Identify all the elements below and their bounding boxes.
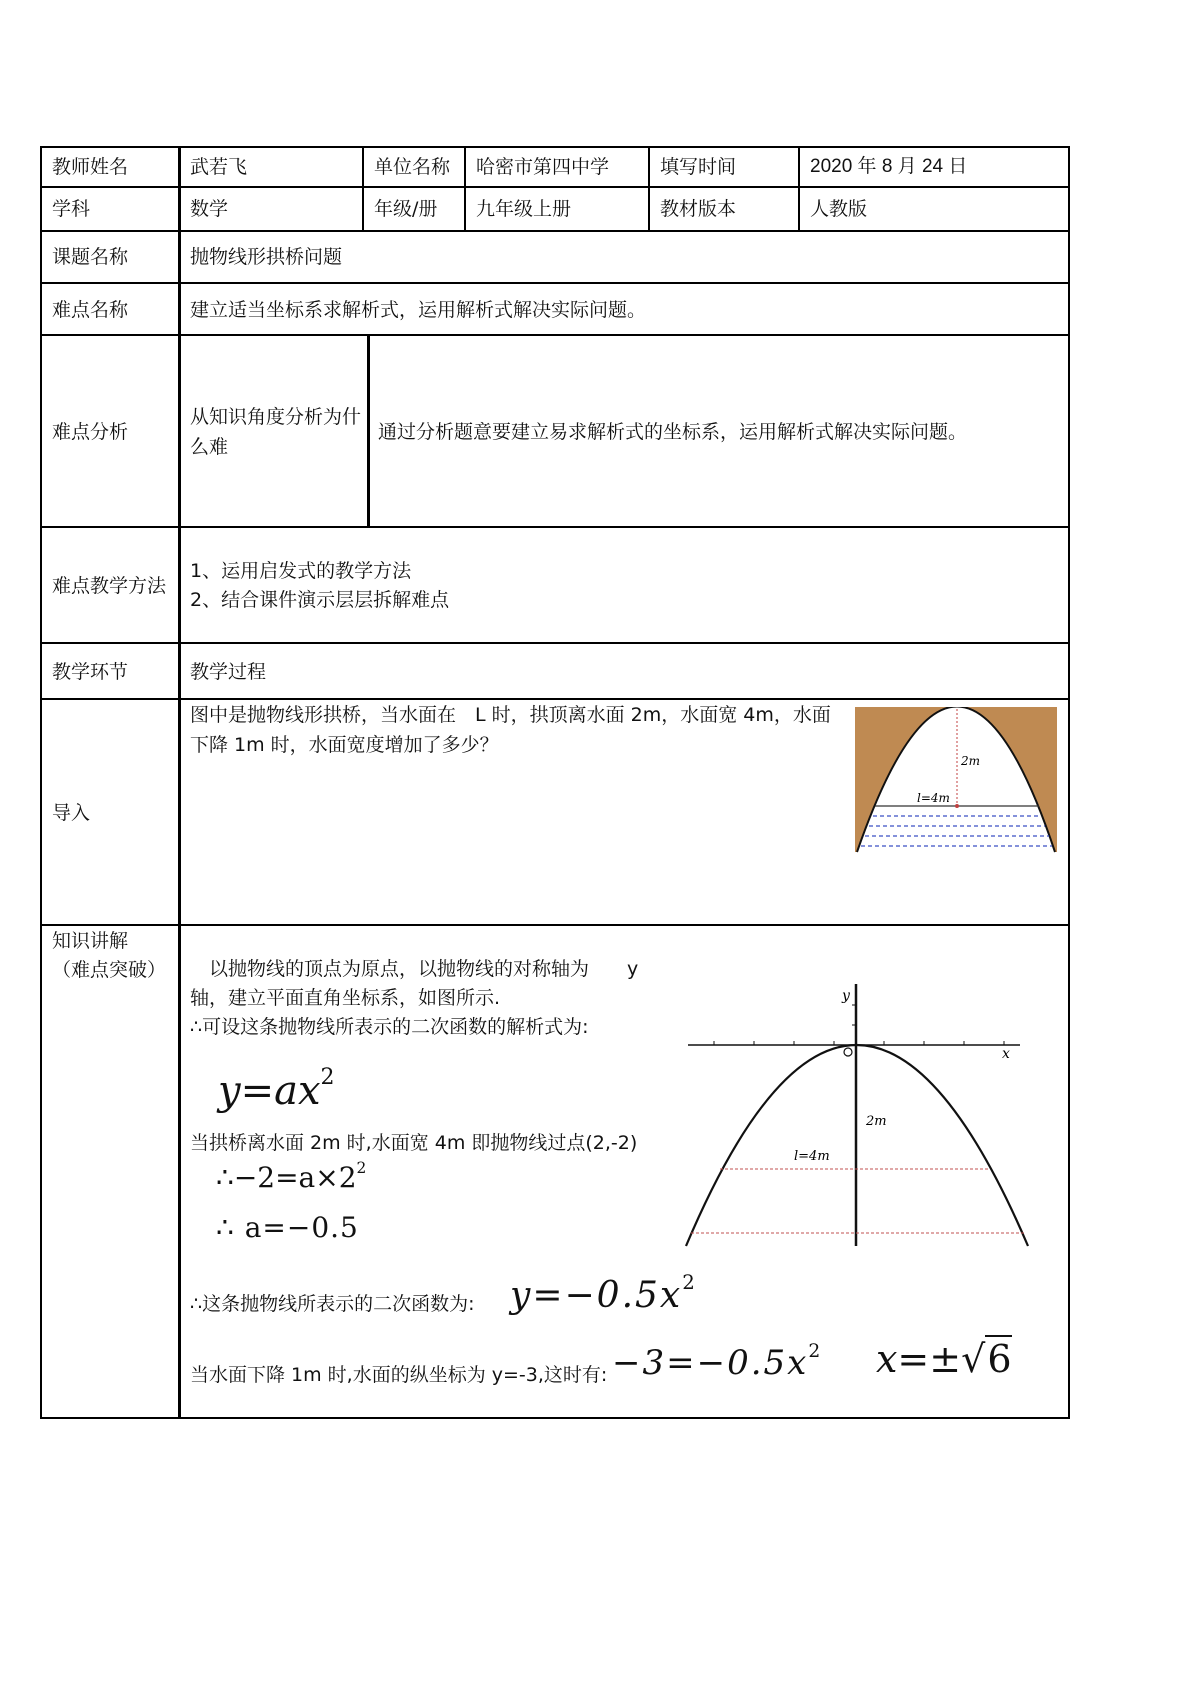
subject-value: 数学 <box>190 198 229 220</box>
formula-text: y=ax <box>218 1068 321 1114</box>
lecture-paragraph: ∴可设这条抛物线所表示的二次函数的解析式为: <box>190 1016 589 1038</box>
fill-date-value: 2020 年 8 月 24 日 <box>810 156 968 177</box>
lecture-paragraph: 当拱桥离水面 2m 时,水面宽 4m 即抛物线过点(2,-2) <box>190 1132 638 1154</box>
origin-marker <box>844 1048 852 1056</box>
lecture-label: 知识讲解 <box>52 930 129 952</box>
origin-label: O <box>684 980 685 981</box>
table-line <box>40 146 1070 148</box>
coordinate-figure <box>684 980 1036 1252</box>
lecture-paragraph: ∴这条抛物线所表示的二次函数为: <box>190 1293 475 1315</box>
formula-text: y=−0.5x <box>510 1275 683 1316</box>
table-line <box>40 334 1070 336</box>
lecture-paragraph: 以抛物线的顶点为原点，以抛物线的对称轴为 y <box>190 958 639 980</box>
y-axis-label: y <box>842 988 850 1004</box>
analysis-label: 难点分析 <box>52 421 129 443</box>
table-line <box>648 146 650 232</box>
subject-label: 学科 <box>52 198 91 220</box>
table-line <box>40 186 1070 188</box>
height-label: 2m <box>866 1114 887 1129</box>
exponent: 2 <box>356 1159 367 1178</box>
unit-name-value: 哈密市第四中学 <box>476 156 610 178</box>
formula-text: x=± <box>876 1337 962 1381</box>
topic-label: 课题名称 <box>52 246 129 268</box>
analysis-value: 通过分析题意要建立易求解析式的坐标系，运用解析式解决实际问题。 <box>378 421 968 443</box>
method-item: 2、结合课件演示层层拆解难点 <box>190 589 450 611</box>
grade-value: 九年级上册 <box>476 198 572 220</box>
table-line <box>1068 146 1070 1419</box>
exponent: 2 <box>320 1065 335 1091</box>
formula-solution <box>876 1334 1012 1384</box>
stage-label: 教学环节 <box>52 661 129 683</box>
teacher-name-label: 教师姓名 <box>52 156 129 178</box>
bridge-figure <box>855 707 1057 857</box>
table-line <box>40 924 1070 926</box>
formula-a-value: ∴ a=−0.5 <box>216 1211 359 1244</box>
table-line <box>40 146 42 1419</box>
width-label: l=4m <box>917 791 950 805</box>
x-axis-label: x <box>1002 1046 1010 1062</box>
intro-label: 导入 <box>52 802 91 824</box>
table-line <box>464 146 466 232</box>
sqrt-sign: √ <box>961 1337 986 1381</box>
table-line <box>362 146 364 232</box>
formula-substitution <box>216 1158 366 1198</box>
unit-name-label: 单位名称 <box>374 156 451 178</box>
exponent: 2 <box>808 1341 823 1363</box>
grade-label: 年级/册 <box>374 198 438 220</box>
edition-value: 人教版 <box>810 198 868 220</box>
table-line <box>367 334 370 528</box>
lecture-sub-label: （难点突破） <box>52 959 167 981</box>
table-line <box>40 230 1070 232</box>
method-label: 难点教学方法 <box>52 575 167 597</box>
table-line <box>40 1417 1070 1419</box>
difficulty-value: 建立适当坐标系求解析式，运用解析式解决实际问题。 <box>190 299 647 321</box>
topic-value: 抛物线形拱桥问题 <box>190 246 343 268</box>
table-line <box>798 146 800 232</box>
formula-equation <box>612 1340 822 1386</box>
table-line <box>40 526 1070 528</box>
fill-date-label: 填写时间 <box>660 156 737 178</box>
intro-text: 图中是抛物线形拱桥，当水面在 L 时，拱顶离水面 2m，水面宽 4m，水面下降 1m 时，水面宽度增加了多少？ <box>190 704 831 756</box>
table-line <box>178 146 181 1419</box>
teacher-name-value: 武若飞 <box>190 156 248 178</box>
difficulty-label: 难点名称 <box>52 299 129 321</box>
lecture-paragraph: 当水面下降 1m 时,水面的纵坐标为 y=-3,这时有: <box>190 1364 608 1386</box>
height-label: 2m <box>961 754 981 768</box>
table-line <box>40 282 1070 284</box>
width-label: l=4m <box>794 1149 830 1164</box>
lecture-paragraph: 轴，建立平面直角坐标系，如图所示. <box>190 987 501 1009</box>
edition-label: 教材版本 <box>660 198 737 220</box>
formula-general <box>218 1066 335 1116</box>
water-center-point <box>955 804 959 808</box>
process-label: 教学过程 <box>190 661 267 683</box>
formula-text: ∴−2=a×2 <box>216 1161 357 1194</box>
radicand: 6 <box>987 1337 1012 1381</box>
method-item: 1、运用启发式的教学方法 <box>190 560 412 582</box>
formula-result <box>510 1271 697 1321</box>
formula-text: −3=−0.5x <box>612 1343 809 1383</box>
table-line <box>40 642 1070 644</box>
exponent: 2 <box>682 1271 697 1295</box>
analysis-sub-label: 从知识角度分析为什么难 <box>190 406 362 458</box>
